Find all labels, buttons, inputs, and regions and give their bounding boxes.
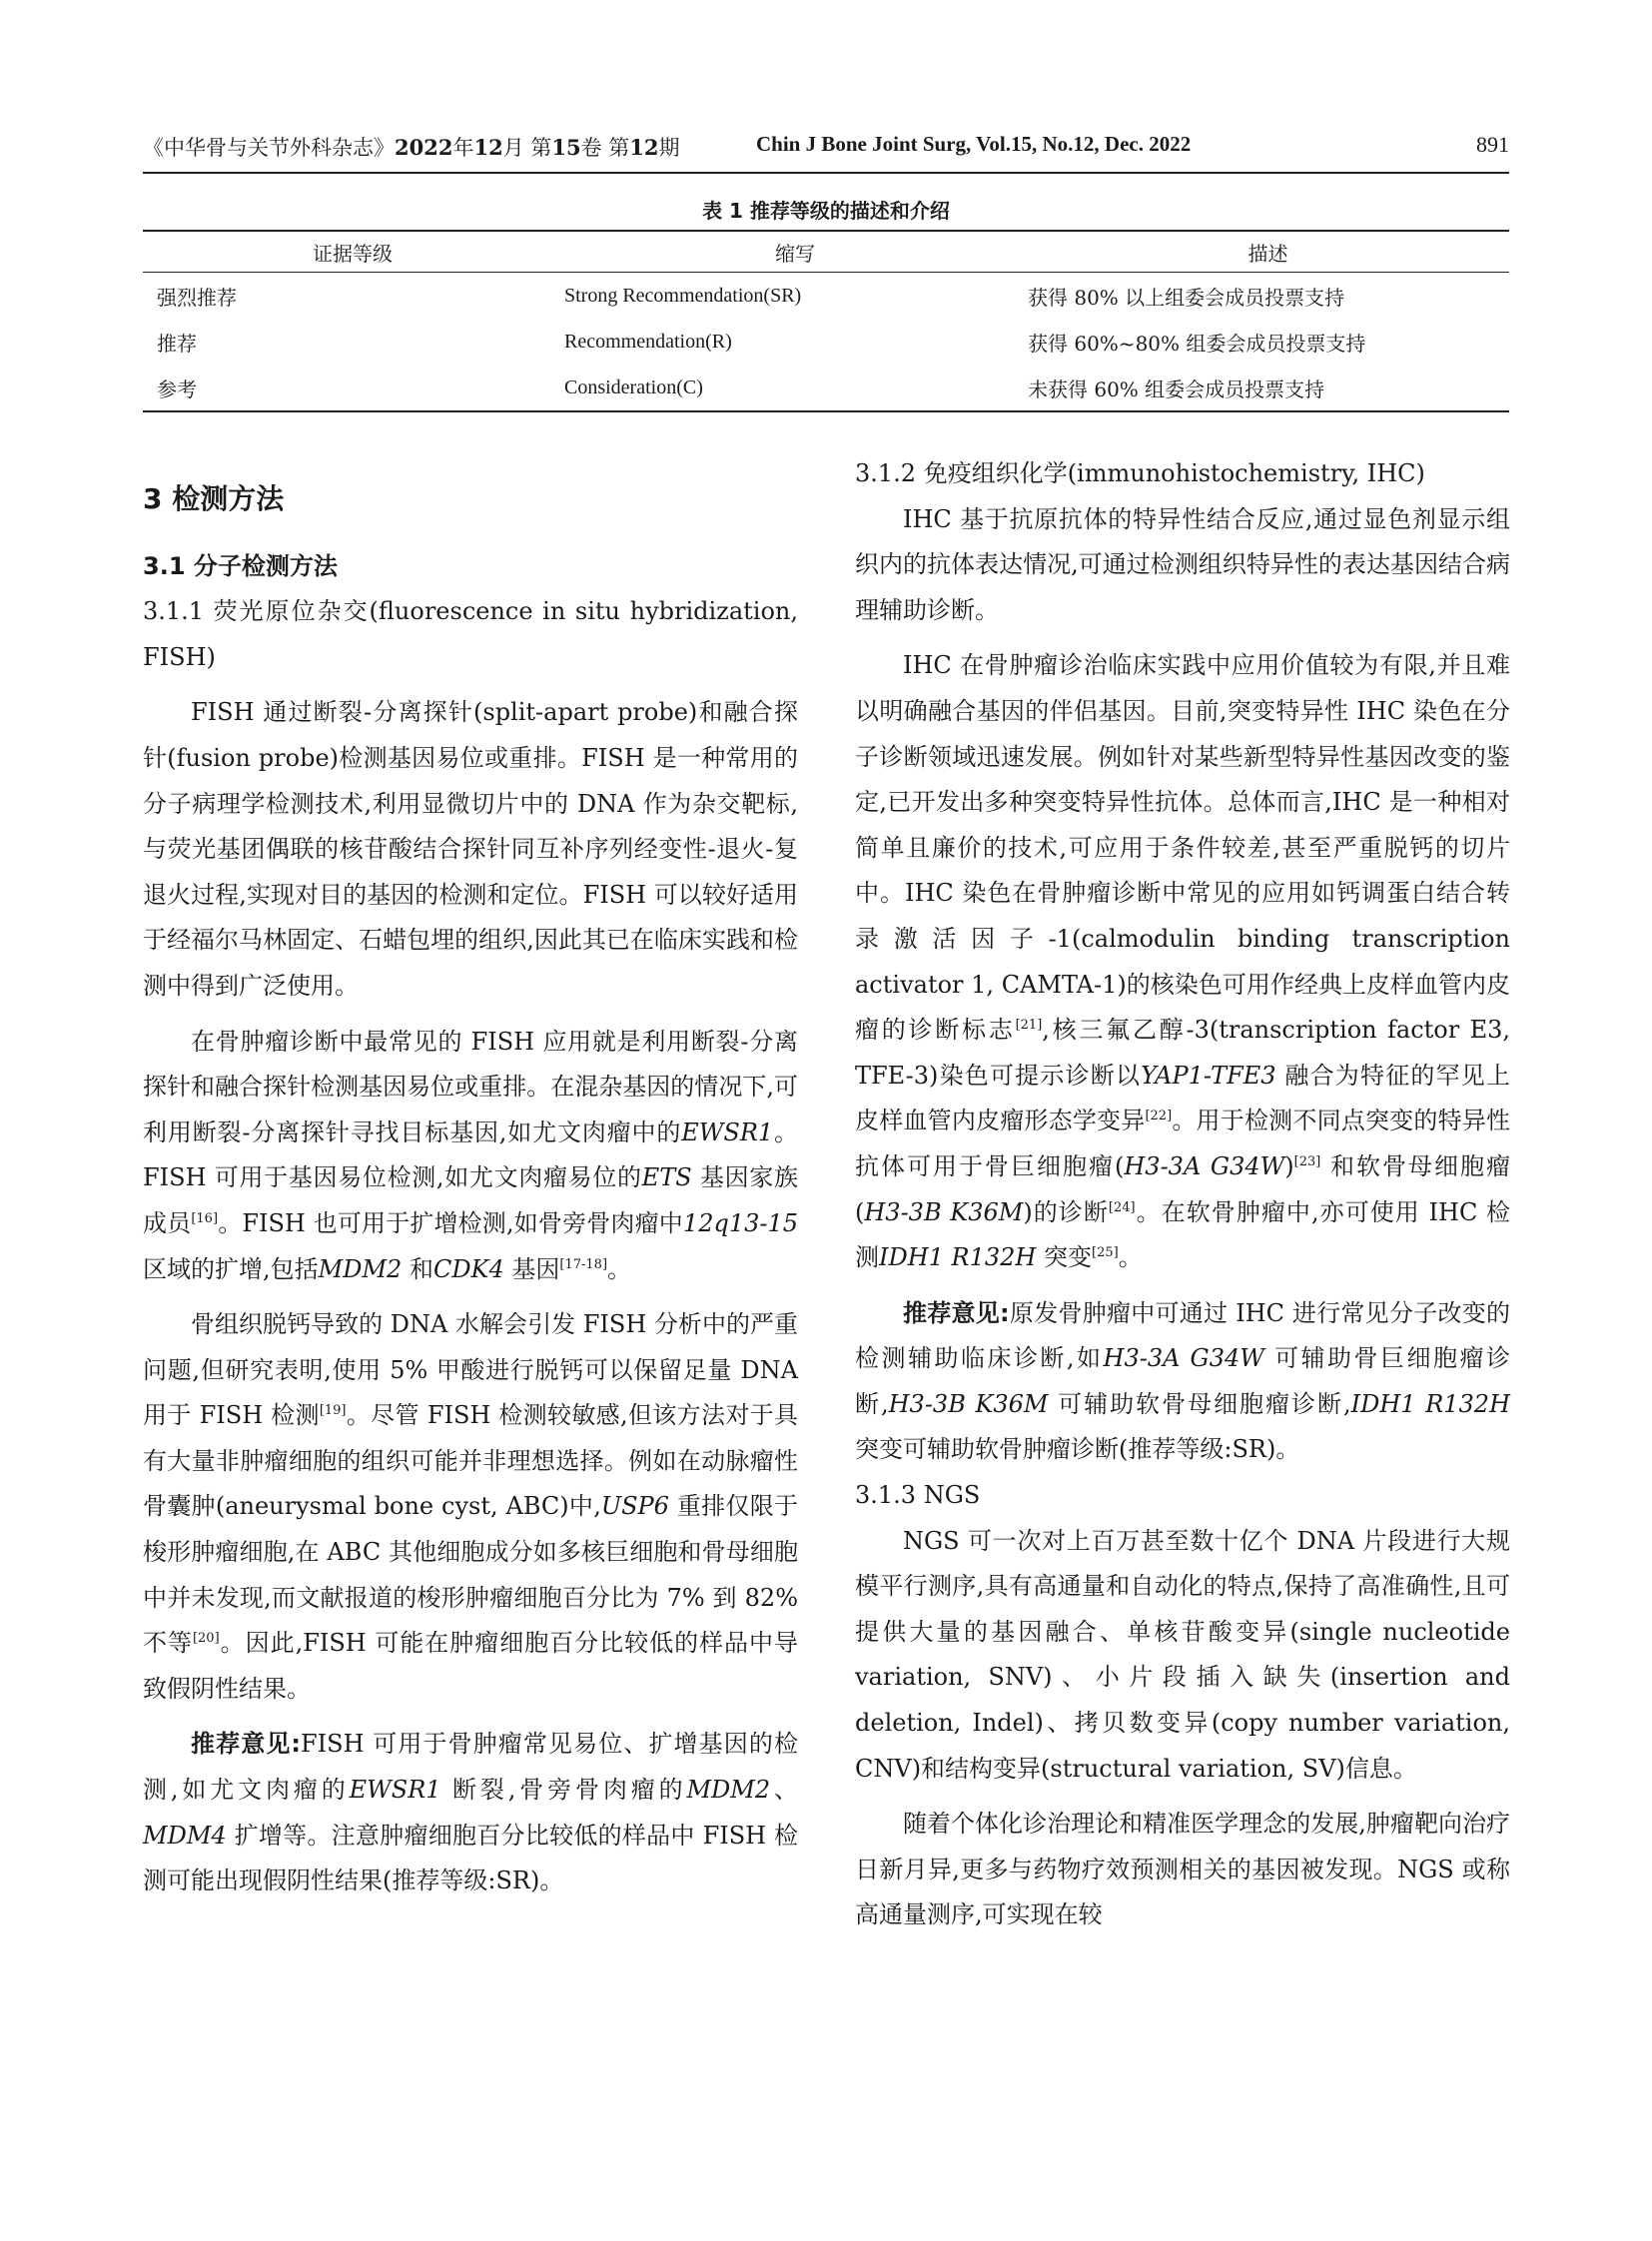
table-cell: 强烈推荐: [157, 285, 237, 310]
table-cell: Strong Recommendation(SR): [564, 284, 802, 307]
gene-name: USP6: [600, 1492, 669, 1521]
gene-name: EWSR1: [681, 1118, 774, 1146]
table-cell: 获得 80% 以上组委会成员投票支持: [1028, 285, 1345, 310]
table-row: [143, 319, 1509, 365]
paragraph-ihc-application: IHC 在骨肿瘤诊治临床实践中应用价值较为有限,并且难以明确融合基因的伴侣基因。目前,突变特异性 IHC 染色在分子诊断领域迅速发展。例如针对某些新型特异性基因改变的鉴定,已开发出多种突变特异性抗体。总体而言,IHC 是一种相对简单且廉价的技术,可应用于条件较差,甚至严重脱钙的切片中。IHC 染色在骨肿瘤诊断中常见的应用如钙调蛋白结合转录激活因子-1(calmodulin binding transcription activator 1, CAMTA-1)的核染色可用作经典上皮样血管内皮瘤的诊断标志[21],核三氟乙醇-3(transcription factor E3, TFE-3)染色可提示诊断以YAP1-TFE3 融合为特征的罕见上皮样血管内皮瘤形态学变异[22]。用于检测不同点突变的特异性抗体可用于骨巨细胞瘤(H3-3A G34W)[23] 和软骨母细胞瘤(H3-3B K36M)的诊断[24]。在软骨肿瘤中,亦可使用 IHC 检测IDH1 R132H 突变[25]。: [855, 651, 1511, 1272]
paragraph-ngs-development: 随着个体化诊治理论和精准医学理念的发展,肿瘤靶向治疗日新月异,更多与药物疗效预测相关的基因被发现。NGS 或称高通量测序,可实现在较: [855, 1810, 1510, 1929]
table-caption: 表 1 推荐等级的描述和介绍: [702, 199, 950, 223]
gene-name: H3-3B K36M: [864, 1197, 1024, 1226]
gene-name: IDH1 R132H: [879, 1243, 1037, 1272]
gene-name: EWSR1: [349, 1776, 441, 1805]
table-cell: 未获得 60% 组委会成员投票支持: [1027, 365, 1509, 411]
left-column: [143, 451, 798, 1904]
gene-name: MDM4: [143, 1821, 227, 1850]
paragraph-ihc-intro: IHC 基于抗原抗体的特异性结合反应,通过显色剂显示组织内的抗体表达情况,可通过检测组织特异性的表达基因结合病理辅助诊断。: [855, 504, 1510, 624]
table-row: [143, 273, 1509, 320]
recommendation-label: 推荐意见:: [903, 1298, 1010, 1327]
paragraph-ihc-recommendation: 推荐意见:原发骨肿瘤中可通过 IHC 进行常见分子改变的检测辅助临床诊断,如H3-3A G34W 可辅助骨巨细胞瘤诊断,H3-3B K36M 可辅助软骨母细胞瘤诊断,IDH1 R132H 突变可辅助软骨肿瘤诊断(推荐等级:SR)。: [855, 1298, 1511, 1464]
gene-name: MDM2: [686, 1776, 771, 1805]
paragraph-fish-decalcification: 骨组织脱钙导致的 DNA 水解会引发 FISH 分析中的严重问题,但研究表明,使用 5% 甲酸进行脱钙可以保留足量 DNA 用于 FISH 检测[19]。尽管 FISH 检测较敏感,但该方法对于具有大量非肿瘤细胞的组织可能并非理想选择。例如在动脉瘤性骨囊肿(aneurysmal bone cyst, ABC)中,USP6 重排仅限于梭形肿瘤细胞,在 ABC 其他细胞成分如多核巨细胞和骨母细胞中并未发现,而文献报道的梭形肿瘤细胞百分比为 7% 到 82% 不等[20]。因此,FISH 可能在肿瘤细胞百分比较低的样品中导致假阴性结果。: [143, 1310, 799, 1703]
recommendation-label: 推荐意见:: [191, 1730, 302, 1759]
gene-name: H3-3A G34W: [1103, 1344, 1264, 1373]
gene-name: ETS: [641, 1163, 692, 1192]
section-heading-3-1-1: 3.1.1 荧光原位杂交(fluorescence in situ hybridization, FISH): [143, 597, 798, 671]
citation: [17-18]: [559, 1256, 608, 1272]
table-row: [143, 365, 1509, 411]
table-cell: 获得 60%~80% 组委会成员投票支持: [1028, 331, 1366, 356]
gene-name: CDK4: [432, 1254, 504, 1283]
page-number: 891: [1476, 132, 1509, 157]
paragraph-fish-application: 在骨肿瘤诊断中最常见的 FISH 应用就是利用断裂-分离探针和融合探针检测基因易位或重排。在混杂基因的情况下,可利用断裂-分离探针寻找目标基因,如尤文肉瘤中的EWSR1。FISH 可用于基因易位检测,如尤文肉瘤易位的ETS 基因家族成员[16]。FISH 也可用于扩增检测,如骨旁骨肉瘤中12q13-15 区域的扩增,包括MDM2 和CDK4 基因[17-18]。: [143, 1027, 799, 1283]
citation: [16]: [191, 1210, 219, 1226]
table-header-cell: 描述: [1027, 231, 1509, 273]
gene-name: H3-3B K36M: [888, 1389, 1049, 1418]
section-heading-3-1: 3.1 分子检测方法: [143, 551, 338, 580]
citation: [24]: [1108, 1199, 1136, 1215]
section-heading-3-1-3: 3.1.3 NGS: [855, 1481, 981, 1510]
gene-name: IDH1 R132H: [1350, 1389, 1511, 1418]
paragraph-fish-recommendation: 推荐意见:FISH 可用于骨肿瘤常见易位、扩增基因的检测,如尤文肉瘤的EWSR1 断裂,骨旁骨肉瘤的MDM2、MDM4 扩增等。注意肿瘤细胞百分比较低的样品中 FISH 检测可能出现假阴性结果(推荐等级:SR)。: [143, 1730, 798, 1895]
header-journal-cn: 《中华骨与关节外科杂志》2022年12月 第15卷 第12期: [143, 135, 680, 160]
citation: [23]: [1293, 1153, 1321, 1169]
right-column: [855, 451, 1510, 1938]
gene-name: 12q13-15: [682, 1208, 799, 1237]
citation: [19]: [319, 1403, 347, 1419]
gene-name: MDM2: [318, 1254, 403, 1283]
table-cell: 参考: [143, 365, 563, 411]
gene-name: YAP1-TFE3: [1141, 1061, 1276, 1090]
table-header-cell: 缩写: [563, 231, 1027, 273]
running-header: [143, 128, 1509, 174]
header-journal-en: Chin J Bone Joint Surg, Vol.15, No.12, Dec. 2022: [756, 132, 1192, 156]
section-heading-3-1-2: 3.1.2 免疫组织化学(immunohistochemistry, IHC): [855, 459, 1425, 487]
table-header-cell: 证据等级: [143, 231, 563, 273]
citation: [20]: [192, 1631, 220, 1647]
table-cell: Recommendation(R): [564, 330, 732, 353]
table-cell: 推荐: [157, 331, 197, 356]
citation: [22]: [1145, 1109, 1173, 1124]
section-heading-3: 3 检测方法: [143, 482, 285, 515]
paragraph-ngs-intro: NGS 可一次对上百万甚至数十亿个 DNA 片段进行大规模平行测序,具有高通量和自动化的特点,保持了高准确性,且可提供大量的基因融合、单核苷酸变异(single nucleotide variation, SNV)、小片段插入缺失(insertion and deletion, Indel)、拷贝数变异(copy number variation, CNV)和结构变异(structural variation, SV)信息。: [855, 1526, 1510, 1783]
paragraph-fish-intro: FISH 通过断裂-分离探针(split-apart probe)和融合探针(fusion probe)检测基因易位或重排。FISH 是一种常用的分子病理学检测技术,利用显微切片中的 DNA 作为杂交靶标,与荧光基团偶联的核苷酸结合探针同互补序列经变性-退火-复退火过程,实现对目的基因的检测和定位。FISH 可以较好适用于经福尔马林固定、石蜡包埋的组织,因此其已在临床实践和检测中得到广泛使用。: [143, 698, 798, 1000]
table-cell: Consideration(C): [563, 365, 1027, 411]
citation: [25]: [1092, 1245, 1119, 1261]
recommendation-table: [143, 230, 1509, 412]
citation: [21]: [1015, 1018, 1043, 1034]
table-header-row: [143, 231, 1509, 273]
gene-name: H3-3A G34W: [1124, 1151, 1285, 1180]
